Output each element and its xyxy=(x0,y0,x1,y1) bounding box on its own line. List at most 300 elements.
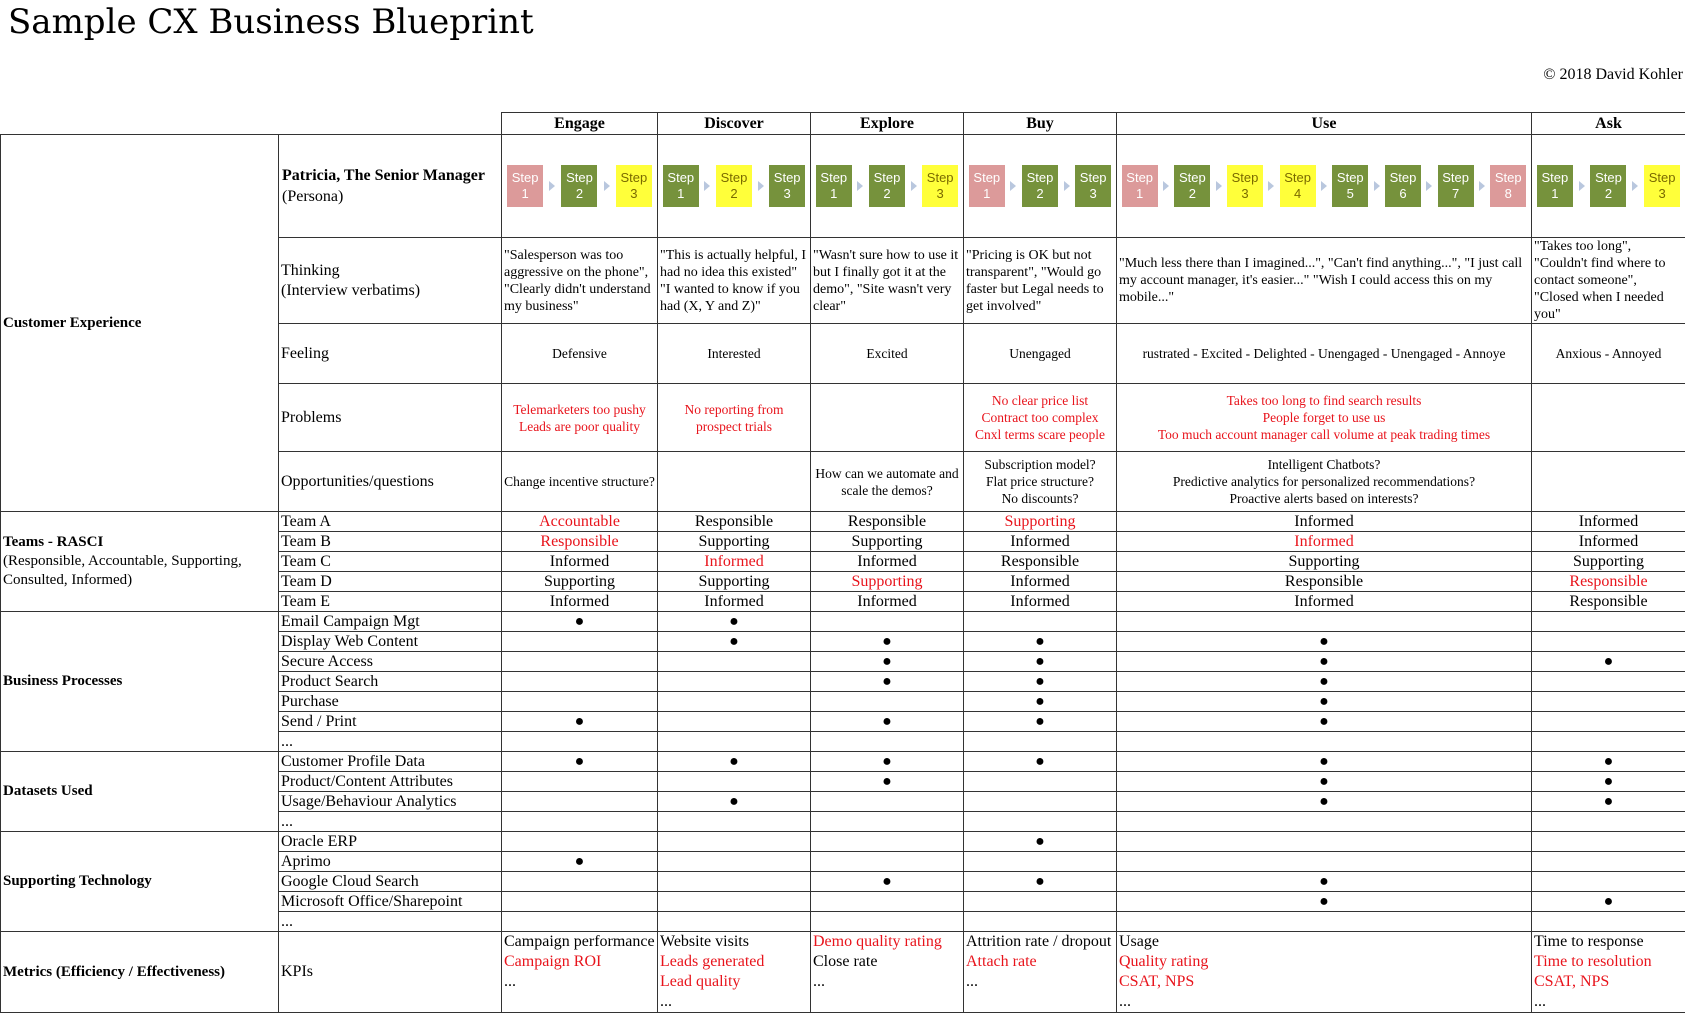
steps-cell xyxy=(964,135,1117,238)
step-sequence xyxy=(1117,165,1531,207)
bullet-dot-icon: ● xyxy=(1319,893,1329,910)
cell-line: People forget to use us xyxy=(1262,410,1386,425)
process-row-label: Secure Access xyxy=(279,652,502,672)
matrix-cell xyxy=(1532,652,1685,672)
step-sequence xyxy=(811,165,963,207)
matrix-cell xyxy=(1117,892,1532,912)
step-arrow-icon xyxy=(758,181,764,191)
matrix-cell xyxy=(1117,812,1532,832)
matrix-cell xyxy=(658,632,811,652)
kpi-line: ... xyxy=(966,973,978,990)
feeling-cell: Defensive xyxy=(502,324,658,384)
problems-cell xyxy=(811,384,964,452)
rasci-cell: Supporting xyxy=(502,572,658,592)
step-box: Step 5 xyxy=(1332,165,1368,207)
process-row-label: Product Search xyxy=(279,672,502,692)
cell-line: Leads are poor quality xyxy=(518,418,641,434)
process-row-label: Email Campaign Mgt xyxy=(279,612,502,632)
cell-line: Cnxl terms scare people xyxy=(974,427,1106,442)
rasci-cell: Supporting xyxy=(658,532,811,552)
kpi-line: CSAT, NPS xyxy=(1119,973,1195,990)
step-box: Step 7 xyxy=(1438,165,1474,207)
matrix-cell xyxy=(1117,872,1532,892)
step-box: Step 3 xyxy=(1227,165,1263,207)
steps-cell xyxy=(1117,135,1532,238)
matrix-cell xyxy=(502,912,658,932)
rasci-cell: Informed xyxy=(1532,512,1685,532)
step-box: Step 2 xyxy=(561,165,597,207)
matrix-cell xyxy=(1532,632,1685,652)
technology-row-label: Oracle ERP xyxy=(279,832,502,852)
matrix-cell xyxy=(964,772,1117,792)
thinking-cell: "Pricing is OK but not transparent", "Would go faster but Legal needs to get involved" xyxy=(964,238,1117,324)
cell-line: Predictive analytics for personalized recommendations? xyxy=(1172,474,1476,489)
kpi-line: ... xyxy=(813,973,825,990)
kpi-cell xyxy=(502,932,658,1013)
steps-cell xyxy=(658,135,811,238)
cell-line: Too much account manager call volume at peak trading times xyxy=(1157,427,1491,442)
matrix-cell xyxy=(1117,712,1532,732)
feeling-cell: rustrated - Excited - Delighted - Unengaged - Unengaged - Annoye xyxy=(1117,324,1532,384)
cell-line: Flat price structure? xyxy=(986,474,1094,489)
matrix-cell xyxy=(502,672,658,692)
opportunities-cell xyxy=(658,452,811,512)
matrix-cell xyxy=(1117,852,1532,872)
rasci-cell: Informed xyxy=(502,552,658,572)
kpi-line: Website visits xyxy=(660,933,749,950)
opportunities-cell xyxy=(1532,452,1685,512)
stage-header-ask: Ask xyxy=(1532,113,1685,135)
section-customer-experience: Customer Experience xyxy=(1,135,279,512)
feeling-cell: Anxious - Annoyed xyxy=(1532,324,1685,384)
dataset-row-label: Usage/Behaviour Analytics xyxy=(279,792,502,812)
kpi-row xyxy=(1,932,1685,1013)
matrix-cell xyxy=(811,792,964,812)
step-sequence xyxy=(964,165,1116,207)
matrix-cell xyxy=(811,632,964,652)
rasci-cell: Supporting xyxy=(811,532,964,552)
kpi-line: Campaign ROI xyxy=(504,953,602,970)
bullet-dot-icon: ● xyxy=(1319,873,1329,890)
thinking-label xyxy=(279,238,502,324)
rasci-cell: Supporting xyxy=(964,512,1117,532)
step-arrow-icon xyxy=(1064,181,1070,191)
matrix-cell xyxy=(964,872,1117,892)
step-arrow-icon xyxy=(1268,181,1274,191)
bullet-dot-icon: ● xyxy=(1603,653,1614,670)
bullet-dot-icon: ● xyxy=(1603,893,1614,910)
matrix-cell xyxy=(1117,792,1532,812)
blank-corner xyxy=(279,113,502,135)
bullet-dot-icon: ● xyxy=(729,793,739,810)
stage-header-buy: Buy xyxy=(964,113,1117,135)
matrix-cell xyxy=(502,692,658,712)
matrix-cell xyxy=(658,712,811,732)
steps-cell xyxy=(811,135,964,238)
matrix-cell xyxy=(811,692,964,712)
bullet-dot-icon: ● xyxy=(574,613,585,630)
step-arrow-icon xyxy=(857,181,863,191)
matrix-cell xyxy=(502,712,658,732)
step-arrow-icon xyxy=(1010,181,1016,191)
matrix-cell xyxy=(964,692,1117,712)
kpi-label: KPIs xyxy=(279,932,502,1013)
step-box: Step 1 xyxy=(1537,165,1573,207)
persona-row xyxy=(1,135,1685,238)
kpi-line: Time to resolution xyxy=(1534,953,1652,970)
step-box: Step 8 xyxy=(1490,165,1526,207)
step-box: Step 3 xyxy=(769,165,805,207)
cell-line: Takes too long to find search results xyxy=(1226,393,1422,408)
stage-header-engage: Engage xyxy=(502,113,658,135)
matrix-cell xyxy=(811,892,964,912)
steps-cell xyxy=(1532,135,1685,238)
matrix-cell xyxy=(964,672,1117,692)
process-row-label: Display Web Content xyxy=(279,632,502,652)
matrix-cell xyxy=(811,612,964,632)
matrix-cell xyxy=(964,832,1117,852)
bullet-dot-icon: ● xyxy=(1035,693,1045,710)
kpi-line: CSAT, NPS xyxy=(1534,973,1610,990)
rasci-cell: Informed xyxy=(1117,592,1532,612)
opportunities-label: Opportunities/questions xyxy=(279,452,502,512)
kpi-line: Close rate xyxy=(813,953,878,970)
matrix-cell xyxy=(1532,852,1685,872)
bullet-dot-icon: ● xyxy=(1603,753,1614,770)
matrix-cell xyxy=(658,872,811,892)
kpi-line: Demo quality rating xyxy=(813,933,942,950)
bullet-dot-icon: ● xyxy=(1319,673,1329,690)
rasci-cell: Informed xyxy=(964,592,1117,612)
matrix-cell xyxy=(658,892,811,912)
matrix-cell xyxy=(811,752,964,772)
matrix-cell xyxy=(964,652,1117,672)
rasci-cell: Informed xyxy=(811,592,964,612)
matrix-cell xyxy=(1532,692,1685,712)
bullet-dot-icon: ● xyxy=(1035,873,1045,890)
step-sequence xyxy=(658,165,810,207)
bullet-dot-icon: ● xyxy=(1603,773,1614,790)
team-label: Team E xyxy=(279,592,502,612)
section-metrics: Metrics (Efficiency / Effectiveness) xyxy=(1,932,279,1013)
cell-line: Proactive alerts based on interests? xyxy=(1229,491,1419,506)
bullet-dot-icon: ● xyxy=(1319,713,1329,730)
matrix-cell xyxy=(658,792,811,812)
step-box: Step 2 xyxy=(1174,165,1210,207)
step-box: Step 2 xyxy=(716,165,752,207)
step-arrow-icon xyxy=(604,181,610,191)
matrix-cell xyxy=(1532,772,1685,792)
step-box: Step 1 xyxy=(1122,165,1158,207)
step-arrow-icon xyxy=(1163,181,1169,191)
matrix-cell xyxy=(1117,652,1532,672)
copyright: © 2018 David Kohler xyxy=(1543,66,1683,83)
matrix-cell xyxy=(964,892,1117,912)
team-label: Team C xyxy=(279,552,502,572)
step-arrow-icon xyxy=(1479,181,1485,191)
opportunities-cell xyxy=(964,452,1117,512)
step-box: Step 1 xyxy=(816,165,852,207)
bullet-dot-icon: ● xyxy=(1035,653,1045,670)
technology-row-label: ... xyxy=(279,912,502,932)
bullet-dot-icon: ● xyxy=(574,853,585,870)
rasci-cell: Informed xyxy=(658,552,811,572)
step-box: Step 1 xyxy=(969,165,1005,207)
matrix-cell xyxy=(658,812,811,832)
team-label: Team A xyxy=(279,512,502,532)
matrix-cell xyxy=(502,812,658,832)
thinking-cell: "This is actually helpful, I had no idea this existed" "I wanted to know if you had (X, Y and Z)" xyxy=(658,238,811,324)
feeling-cell: Interested xyxy=(658,324,811,384)
bullet-dot-icon: ● xyxy=(1319,653,1329,670)
kpi-line: ... xyxy=(1119,993,1131,1010)
matrix-cell xyxy=(502,732,658,752)
process-row-label: Send / Print xyxy=(279,712,502,732)
technology-row xyxy=(1,832,1685,852)
matrix-cell xyxy=(1117,832,1532,852)
step-arrow-icon xyxy=(1374,181,1380,191)
opportunities-cell xyxy=(1117,452,1532,512)
team-row xyxy=(1,512,1685,532)
matrix-cell xyxy=(658,692,811,712)
step-box: Step 3 xyxy=(922,165,958,207)
thinking-cell: "Much less there than I imagined...", "Can't find anything...", "I just call my account manager, it's easier..." "Wish I could access this on my mobile..." xyxy=(1117,238,1532,324)
bullet-dot-icon: ● xyxy=(1319,753,1329,770)
rasci-cell: Informed xyxy=(964,572,1117,592)
bullet-dot-icon: ● xyxy=(882,673,892,690)
process-row-label: ... xyxy=(279,732,502,752)
problems-cell xyxy=(1117,384,1532,452)
persona-name: Patricia, The Senior Manager xyxy=(282,167,485,184)
step-arrow-icon xyxy=(1579,181,1585,191)
matrix-cell xyxy=(658,912,811,932)
feeling-cell: Unengaged xyxy=(964,324,1117,384)
matrix-cell xyxy=(502,752,658,772)
matrix-cell xyxy=(1117,772,1532,792)
kpi-line: ... xyxy=(660,993,672,1010)
steps-cell xyxy=(502,135,658,238)
bullet-dot-icon: ● xyxy=(729,613,739,630)
bullet-dot-icon: ● xyxy=(1603,793,1614,810)
problems-cell xyxy=(964,384,1117,452)
matrix-cell xyxy=(1532,872,1685,892)
bullet-dot-icon: ● xyxy=(574,713,585,730)
step-box: Step 2 xyxy=(1022,165,1058,207)
bullet-dot-icon: ● xyxy=(882,653,892,670)
cell-line: No reporting from prospect trials xyxy=(684,401,784,434)
matrix-cell xyxy=(964,712,1117,732)
matrix-cell xyxy=(1532,812,1685,832)
team-label: Team B xyxy=(279,532,502,552)
matrix-cell xyxy=(658,832,811,852)
matrix-cell xyxy=(811,712,964,732)
bullet-dot-icon: ● xyxy=(1319,633,1329,650)
rasci-cell: Informed xyxy=(1117,532,1532,552)
matrix-cell xyxy=(1532,832,1685,852)
matrix-cell xyxy=(502,852,658,872)
cell-line: Subscription model? xyxy=(984,457,1096,472)
matrix-cell xyxy=(811,812,964,832)
technology-row-label: Aprimo xyxy=(279,852,502,872)
matrix-cell xyxy=(658,852,811,872)
rasci-cell: Responsible xyxy=(1117,572,1532,592)
step-arrow-icon xyxy=(1321,181,1327,191)
step-arrow-icon xyxy=(911,181,917,191)
section-technology: Supporting Technology xyxy=(1,832,279,932)
bullet-dot-icon: ● xyxy=(1319,773,1329,790)
step-arrow-icon xyxy=(1216,181,1222,191)
step-sequence xyxy=(1532,165,1685,207)
rasci-cell: Informed xyxy=(1117,512,1532,532)
step-box: Step 1 xyxy=(663,165,699,207)
matrix-cell xyxy=(1532,892,1685,912)
rasci-cell: Informed xyxy=(811,552,964,572)
technology-row-label: Microsoft Office/Sharepoint xyxy=(279,892,502,912)
rasci-cell: Informed xyxy=(658,592,811,612)
persona-role: (Persona) xyxy=(282,188,344,205)
section-teams xyxy=(1,512,279,612)
matrix-cell xyxy=(964,732,1117,752)
bullet-dot-icon: ● xyxy=(882,753,892,770)
matrix-cell xyxy=(964,852,1117,872)
matrix-cell xyxy=(964,912,1117,932)
kpi-line: Attach rate xyxy=(966,953,1037,970)
rasci-cell: Informed xyxy=(502,592,658,612)
matrix-cell xyxy=(1532,712,1685,732)
step-box: Step 6 xyxy=(1385,165,1421,207)
rasci-cell: Informed xyxy=(964,532,1117,552)
rasci-cell: Accountable xyxy=(502,512,658,532)
matrix-cell xyxy=(1532,672,1685,692)
matrix-cell xyxy=(1117,752,1532,772)
step-box: Step 3 xyxy=(1644,165,1680,207)
matrix-cell xyxy=(811,852,964,872)
matrix-cell xyxy=(811,912,964,932)
step-arrow-icon xyxy=(704,181,710,191)
process-row xyxy=(1,612,1685,632)
step-arrow-icon xyxy=(549,181,555,191)
rasci-cell: Responsible xyxy=(502,532,658,552)
step-arrow-icon xyxy=(1632,181,1638,191)
section-datasets: Datasets Used xyxy=(1,752,279,832)
thinking-cell: "Wasn't sure how to use it but I finally got it at the demo", "Site wasn't very clear" xyxy=(811,238,964,324)
rasci-cell: Responsible xyxy=(1532,592,1685,612)
stage-header-row xyxy=(1,113,1685,135)
matrix-cell xyxy=(658,652,811,672)
feeling-cell: Excited xyxy=(811,324,964,384)
matrix-cell xyxy=(964,612,1117,632)
dataset-row xyxy=(1,752,1685,772)
bullet-dot-icon: ● xyxy=(1319,693,1329,710)
matrix-cell xyxy=(502,832,658,852)
matrix-cell xyxy=(811,732,964,752)
kpi-cell xyxy=(1532,932,1685,1013)
kpi-line: Lead quality xyxy=(660,973,741,990)
rasci-cell: Supporting xyxy=(658,572,811,592)
kpi-line: Quality rating xyxy=(1119,953,1209,970)
matrix-cell xyxy=(658,752,811,772)
kpi-cell xyxy=(964,932,1117,1013)
step-box: Step 2 xyxy=(1590,165,1626,207)
kpi-line: Attrition rate / dropout xyxy=(966,933,1112,950)
problems-label: Problems xyxy=(279,384,502,452)
bullet-dot-icon: ● xyxy=(882,873,892,890)
step-box: Step 2 xyxy=(869,165,905,207)
stage-header-use: Use xyxy=(1117,113,1532,135)
rasci-cell: Responsible xyxy=(811,512,964,532)
technology-row-label: Google Cloud Search xyxy=(279,872,502,892)
blank-corner xyxy=(1,113,279,135)
kpi-cell xyxy=(811,932,964,1013)
matrix-cell xyxy=(658,772,811,792)
bullet-dot-icon: ● xyxy=(1319,793,1329,810)
matrix-cell xyxy=(1532,912,1685,932)
step-arrow-icon xyxy=(1426,181,1432,191)
kpi-line: Campaign performance xyxy=(504,933,655,950)
matrix-cell xyxy=(1117,732,1532,752)
blueprint-table xyxy=(0,112,1685,1013)
persona-label xyxy=(279,135,502,238)
step-box: Step 1 xyxy=(507,165,543,207)
opportunities-cell xyxy=(811,452,964,512)
bullet-dot-icon: ● xyxy=(882,633,892,650)
process-row-label: Purchase xyxy=(279,692,502,712)
matrix-cell xyxy=(1117,632,1532,652)
cell-line: Contract too complex xyxy=(981,410,1099,425)
step-box: Step 4 xyxy=(1280,165,1316,207)
cell-line: No discounts? xyxy=(1001,491,1079,506)
stage-header-discover: Discover xyxy=(658,113,811,135)
matrix-cell xyxy=(1117,612,1532,632)
matrix-cell xyxy=(811,772,964,792)
bullet-dot-icon: ● xyxy=(729,753,739,770)
bullet-dot-icon: ● xyxy=(1035,833,1045,850)
kpi-line: Leads generated xyxy=(660,953,765,970)
step-sequence xyxy=(502,165,657,207)
stage-header-explore: Explore xyxy=(811,113,964,135)
team-label: Team D xyxy=(279,572,502,592)
bullet-dot-icon: ● xyxy=(1035,753,1045,770)
matrix-cell xyxy=(502,892,658,912)
section-business-processes: Business Processes xyxy=(1,612,279,752)
cell-line: How can we automate and scale the demos? xyxy=(815,465,959,498)
bullet-dot-icon: ● xyxy=(574,753,585,770)
thinking-cell: "Salesperson was too aggressive on the phone", "Clearly didn't understand my business" xyxy=(502,238,658,324)
problems-cell xyxy=(502,384,658,452)
matrix-cell xyxy=(811,832,964,852)
matrix-cell xyxy=(811,672,964,692)
thinking-cell: "Takes too long", "Couldn't find where to contact someone", "Closed when I needed you" xyxy=(1532,238,1685,324)
problems-cell xyxy=(1532,384,1685,452)
bullet-dot-icon: ● xyxy=(1035,673,1045,690)
matrix-cell xyxy=(1532,732,1685,752)
matrix-cell xyxy=(811,652,964,672)
matrix-cell xyxy=(658,732,811,752)
matrix-cell xyxy=(1532,792,1685,812)
matrix-cell xyxy=(1117,692,1532,712)
page-title: Sample CX Business Blueprint xyxy=(8,2,534,42)
matrix-cell xyxy=(502,632,658,652)
thinking-sub: (Interview verbatims) xyxy=(281,281,421,299)
opportunities-cell xyxy=(502,452,658,512)
matrix-cell xyxy=(502,792,658,812)
matrix-cell xyxy=(964,632,1117,652)
bullet-dot-icon: ● xyxy=(882,773,892,790)
rasci-cell: Responsible xyxy=(658,512,811,532)
rasci-cell: Responsible xyxy=(1532,572,1685,592)
matrix-cell xyxy=(502,872,658,892)
thinking-title: Thinking xyxy=(281,261,340,279)
